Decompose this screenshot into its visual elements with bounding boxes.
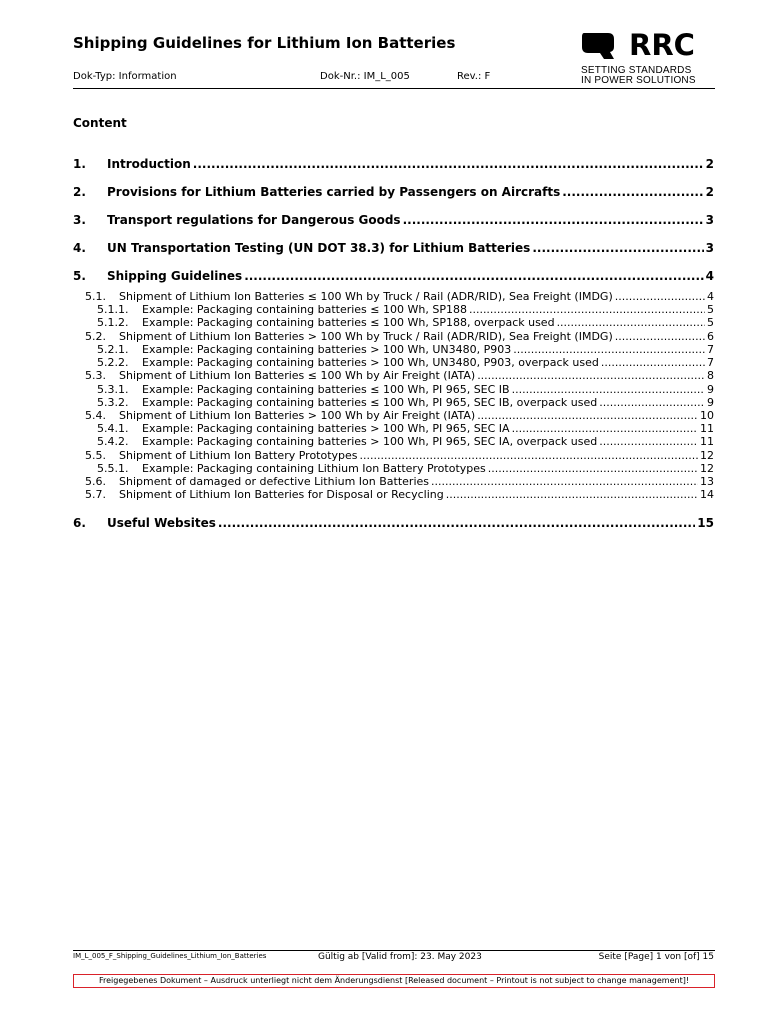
- header-divider: [73, 88, 715, 89]
- toc-page: 2: [705, 157, 714, 171]
- toc-text: UN Transportation Testing (UN DOT 38.3) for Lithium Batteries: [107, 241, 531, 255]
- toc-number: 5.5.1.: [97, 462, 129, 475]
- toc-entry[interactable]: [73, 516, 714, 530]
- toc-entry[interactable]: [97, 435, 714, 449]
- toc-number: 5.5.: [85, 449, 106, 462]
- doc-type: Dok-Typ: Information: [73, 71, 177, 82]
- toc-leader: [477, 409, 698, 423]
- toc-number: 6.: [73, 516, 86, 530]
- toc-number: 5.3.: [85, 369, 106, 382]
- toc-leader: [431, 475, 698, 489]
- toc-page: 7: [707, 356, 714, 369]
- toc-text: Shipment of Lithium Ion Batteries for Disposal or Recycling: [119, 488, 444, 501]
- toc-text: Example: Packaging containing batteries ≤ 100 Wh, SP188: [142, 303, 467, 316]
- toc-leader: [477, 369, 705, 383]
- toc-text: Example: Packaging containing batteries > 100 Wh, UN3480, P903: [142, 343, 512, 356]
- toc-number: 5.3.2.: [97, 396, 129, 409]
- rrc-logo-icon: [582, 33, 614, 59]
- toc-page: 3: [705, 241, 714, 255]
- toc-page: 5: [707, 316, 714, 329]
- toc-entry[interactable]: [85, 409, 714, 423]
- footer-divider: [73, 950, 715, 951]
- toc-entry[interactable]: [73, 241, 714, 255]
- tagline-line-1: SETTING STANDARDS: [581, 65, 692, 76]
- toc-leader: [218, 516, 695, 530]
- toc-page: 9: [707, 396, 714, 409]
- toc-page: 5: [707, 303, 714, 316]
- toc-text: Example: Packaging containing batteries > 100 Wh, PI 965, SEC IA, overpack used: [142, 435, 598, 448]
- toc-number: 5.6.: [85, 475, 106, 488]
- toc-number: 5.3.1.: [97, 383, 129, 396]
- footer-valid-from: Gültig ab [Valid from]: 23. May 2023: [318, 952, 482, 962]
- toc-leader: [193, 157, 704, 171]
- toc-page: 9: [707, 383, 714, 396]
- toc-number: 5.1.1.: [97, 303, 129, 316]
- toc-entry[interactable]: [97, 396, 714, 410]
- toc-text: Shipment of Lithium Ion Batteries ≤ 100 Wh by Truck / Rail (ADR/RID), Sea Freight (IMDG): [119, 290, 613, 303]
- toc-text: Example: Packaging containing Lithium Ion Battery Prototypes: [142, 462, 486, 475]
- toc-page: 6: [707, 330, 714, 343]
- footer-filename: IM_L_005_F_Shipping_Guidelines_Lithium_Ion_Batteries: [73, 952, 267, 960]
- revision: Rev.: F: [457, 71, 491, 82]
- toc-number: 5.2.: [85, 330, 106, 343]
- toc-number: 3.: [73, 213, 86, 227]
- toc-number: 4.: [73, 241, 86, 255]
- toc-entry[interactable]: [97, 303, 714, 317]
- toc-page: 4: [705, 269, 714, 283]
- toc-number: 5.4.1.: [97, 422, 129, 435]
- toc-leader: [403, 213, 704, 227]
- logo-wordmark: RRC: [629, 28, 695, 62]
- toc-entry[interactable]: [97, 422, 714, 436]
- doc-number: Dok-Nr.: IM_L_005: [320, 71, 410, 82]
- toc-text: Example: Packaging containing batteries ≤ 100 Wh, PI 965, SEC IB: [142, 383, 510, 396]
- toc-text: Transport regulations for Dangerous Goods: [107, 213, 401, 227]
- toc-leader: [244, 269, 703, 283]
- toc-text: Introduction: [107, 157, 191, 171]
- toc-number: 5.1.: [85, 290, 106, 303]
- toc-text: Shipment of Lithium Ion Batteries > 100 Wh by Air Freight (IATA): [119, 409, 476, 422]
- toc-leader: [599, 435, 698, 449]
- toc-entry[interactable]: [97, 462, 714, 476]
- toc-leader: [513, 343, 705, 357]
- toc-number: 5.2.1.: [97, 343, 129, 356]
- logo-tagline: [581, 66, 696, 86]
- toc-entry[interactable]: [73, 269, 714, 283]
- toc-leader: [615, 290, 705, 304]
- toc-text: Example: Packaging containing batteries ≤ 100 Wh, PI 965, SEC IB, overpack used: [142, 396, 598, 409]
- toc-page: 8: [707, 369, 714, 382]
- toc-leader: [360, 449, 698, 463]
- toc-number: 1.: [73, 157, 86, 171]
- toc-page: 14: [700, 488, 714, 501]
- toc-entry[interactable]: [85, 330, 714, 344]
- toc-number: 5.2.2.: [97, 356, 129, 369]
- toc-text: Shipment of Lithium Ion Battery Prototypes: [119, 449, 358, 462]
- toc-page: 11: [700, 435, 714, 448]
- toc-page: 12: [700, 449, 714, 462]
- toc-leader: [601, 356, 705, 370]
- toc-text: Shipment of damaged or defective Lithium Ion Batteries: [119, 475, 430, 488]
- toc-leader: [512, 383, 705, 397]
- toc-number: 5.1.2.: [97, 316, 129, 329]
- toc-text: Shipment of Lithium Ion Batteries ≤ 100 Wh by Air Freight (IATA): [119, 369, 476, 382]
- toc-entry[interactable]: [97, 383, 714, 397]
- toc-number: 2.: [73, 185, 86, 199]
- toc-page: 11: [700, 422, 714, 435]
- toc-page: 7: [707, 343, 714, 356]
- toc-entry[interactable]: [85, 290, 714, 304]
- toc-entry[interactable]: [85, 475, 714, 489]
- toc-leader: [562, 185, 703, 199]
- document-title: Shipping Guidelines for Lithium Ion Batteries: [73, 34, 456, 52]
- toc-leader: [469, 303, 705, 317]
- toc-entry[interactable]: [97, 356, 714, 370]
- toc-number: 5.7.: [85, 488, 106, 501]
- tagline-line-2: IN POWER SOLUTIONS: [581, 75, 696, 86]
- release-notice: Freigegebenes Dokument – Ausdruck unterliegt nicht dem Änderungsdienst [Released document – Printout is not subject to change management]!: [73, 974, 715, 988]
- toc-leader: [488, 462, 698, 476]
- toc-entry[interactable]: [85, 369, 714, 383]
- toc-page: 10: [700, 409, 714, 422]
- toc-text: Provisions for Lithium Batteries carried by Passengers on Aircrafts: [107, 185, 561, 199]
- toc-text: Example: Packaging containing batteries > 100 Wh, UN3480, P903, overpack used: [142, 356, 599, 369]
- toc-page: 3: [705, 213, 714, 227]
- toc-text: Shipping Guidelines: [107, 269, 243, 283]
- content-heading: Content: [73, 116, 127, 130]
- toc-leader: [615, 330, 705, 344]
- toc-number: 5.4.2.: [97, 435, 129, 448]
- toc-leader: [557, 316, 705, 330]
- toc-text: Example: Packaging containing batteries > 100 Wh, PI 965, SEC IA: [142, 422, 510, 435]
- toc-page: 15: [697, 516, 714, 530]
- toc-entry[interactable]: [97, 343, 714, 357]
- toc-number: 5.4.: [85, 409, 106, 422]
- toc-text: Shipment of Lithium Ion Batteries > 100 Wh by Truck / Rail (ADR/RID), Sea Freight (IMDG): [119, 330, 613, 343]
- toc-entry[interactable]: [85, 449, 714, 463]
- toc-entry[interactable]: [97, 316, 714, 330]
- toc-entry[interactable]: [73, 213, 714, 227]
- toc-page: 13: [700, 475, 714, 488]
- toc-entry[interactable]: [73, 185, 714, 199]
- toc-leader: [512, 422, 698, 436]
- toc-text: Useful Websites: [107, 516, 216, 530]
- footer-page-number: Seite [Page] 1 von [of] 15: [598, 952, 714, 962]
- toc-leader: [599, 396, 705, 410]
- toc-page: 12: [700, 462, 714, 475]
- toc-number: 5.: [73, 269, 86, 283]
- toc-entry[interactable]: [73, 157, 714, 171]
- toc-entry[interactable]: [85, 488, 714, 502]
- toc-page: 4: [707, 290, 714, 303]
- toc-leader: [532, 241, 703, 255]
- toc-page: 2: [705, 185, 714, 199]
- toc-leader: [446, 488, 698, 502]
- toc-text: Example: Packaging containing batteries ≤ 100 Wh, SP188, overpack used: [142, 316, 555, 329]
